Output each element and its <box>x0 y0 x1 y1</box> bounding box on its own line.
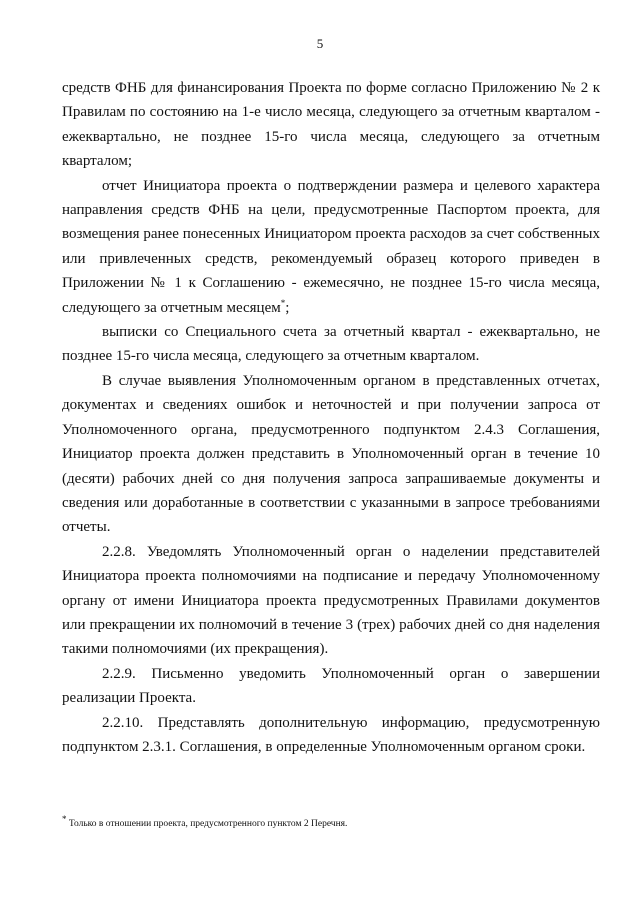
paragraph-initiator-report <box>62 174 600 320</box>
paragraph-initiator-report-tail: ; <box>285 299 290 316</box>
paragraph-initiator-report-text: отчет Инициатора проекта о подтверждении размера и целевого характера направления средств ФНБ на цели, предусмотренные Паспортом проекта, для возмещения ранее понесенных Инициатором проекта расходов за счет собственных или привлеченных средств, рекомендуемый образец которого приведен в Приложении № 1 к Соглашению - ежемесячно, не позднее 15-го числа месяца, следующего за отчетным месяцем <box>62 177 600 316</box>
page-number: 5 <box>316 36 324 51</box>
paragraph-clause-2-2-8: 2.2.8. Уведомлять Уполномоченный орган о наделении представителей Инициатора проекта полномочиями на подписание и передачу Уполномоченному органу от имени Инициатора проекта предусмотренных Правилами документов или прекращении их полномочий в течение 3 (трех) рабочих дней со дня наделения такими полномочиями (их прекращения). <box>62 543 600 658</box>
footnote-reference: * <box>280 297 286 308</box>
paragraph-errors-request: В случае выявления Уполномоченным органом в представленных отчетах, документах и сведениях ошибок и неточностей и при получении запроса от Уполномоченного органа, предусмотренного подпунктом 2.4.3 Соглашения, Инициатор проекта должен представить в Уполномоченный орган в течение 10 (десяти) рабочих дней со дня получения запроса запрашиваемые документы и сведения или доработанные в соответствии с указанными в запросе требованиями отчеты. <box>62 372 600 536</box>
document-body <box>62 76 600 759</box>
footnote-mark: * <box>62 813 67 824</box>
paragraph-clause-2-2-10: 2.2.10. Представлять дополнительную информацию, предусмотренную подпунктом 2.3.1. Соглашения, в определенные Уполномоченным органом сроки. <box>62 714 600 755</box>
footnote-text: Только в отношении проекта, предусмотренного пунктом 2 Перечня. <box>68 819 348 829</box>
paragraph-clause-2-2-9: 2.2.9. Письменно уведомить Уполномоченный орган о завершении реализации Проекта. <box>62 665 600 707</box>
footnote <box>62 813 600 830</box>
paragraph-reporting-funds: средств ФНБ для финансирования Проекта по форме согласно Приложению № 2 к Правилам по состоянию на 1-е число месяца, следующего за отчетным кварталом - ежеквартально, не позднее 15-го числа месяца, следующего за отчетным кварталом; <box>62 80 600 170</box>
paragraph-account-statements: выписки со Специального счета за отчетный квартал - ежеквартально, не позднее 15-го числа месяца, следующего за отчетным кварталом. <box>62 324 600 365</box>
